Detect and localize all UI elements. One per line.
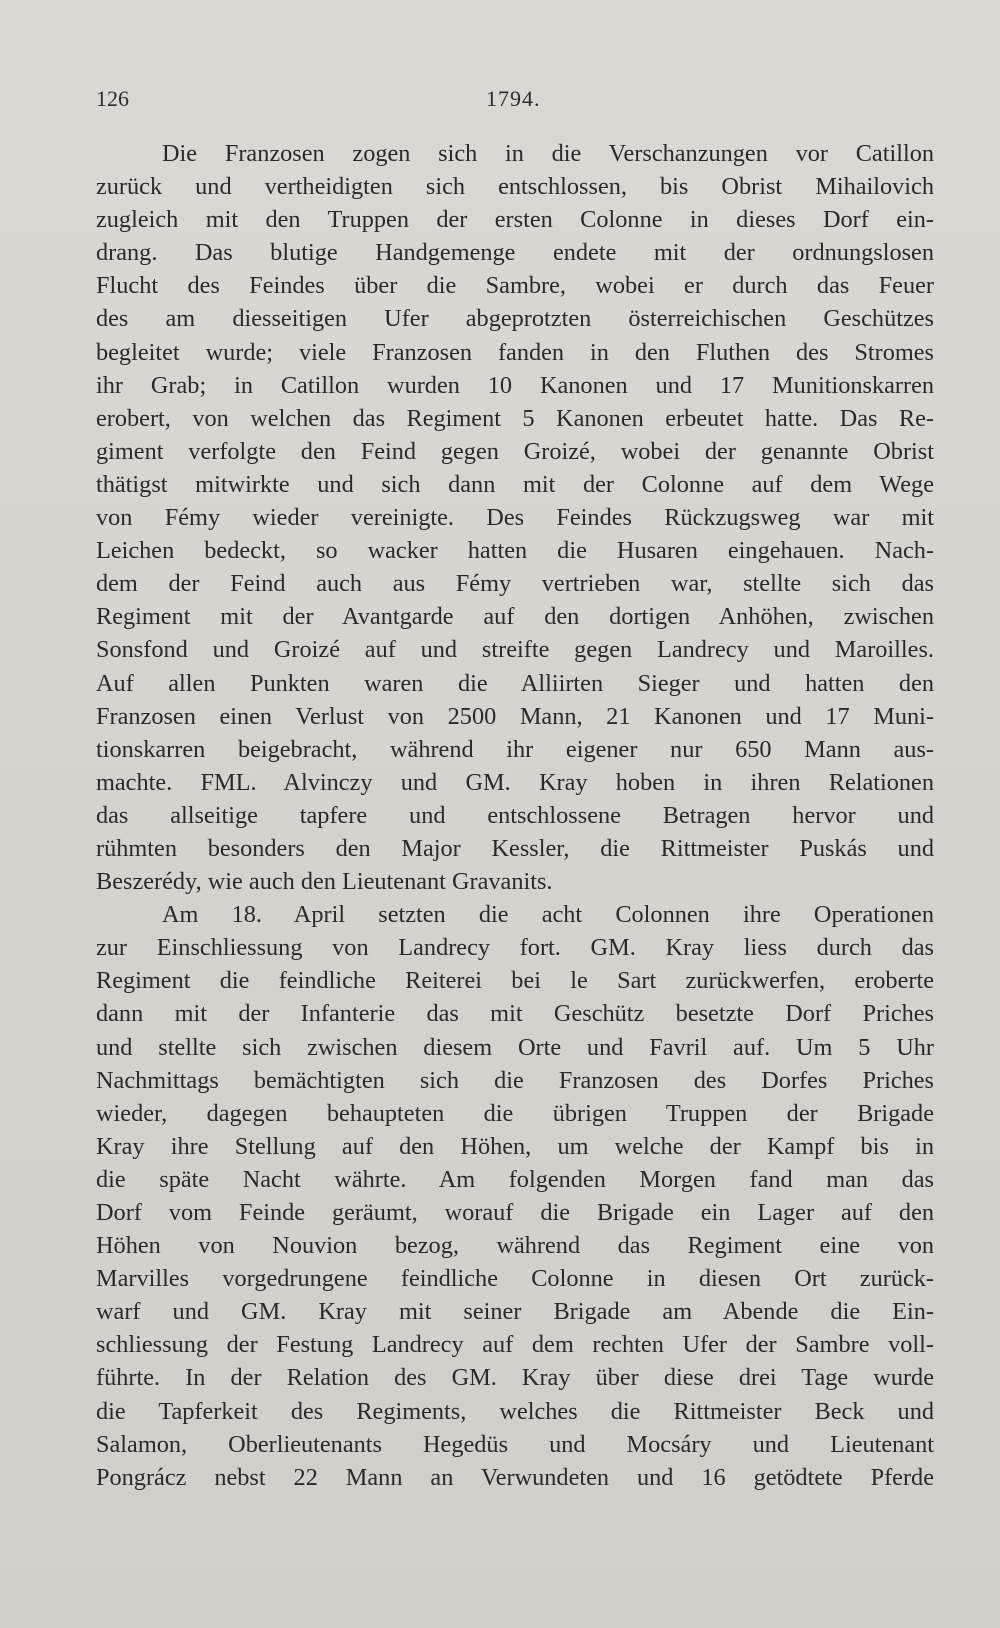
text-line: Beszerédy, wie auch den Lieutenant Gravanits. — [96, 868, 553, 896]
text-line: zur Einschliessung von Landrecy fort. GM. Kray liess durch das — [96, 934, 934, 962]
text-line: die späte Nacht währte. Am folgenden Morgen fand man das — [96, 1165, 934, 1193]
text-line: Nachmittags bemächtigten sich die Franzosen des Dorfes Priches — [96, 1066, 934, 1094]
text-line: Dorf vom Feinde geräumt, worauf die Brigade ein Lager auf den — [96, 1199, 934, 1226]
text-line: machte. FML. Alvinczy und GM. Kray hoben in ihren Relationen — [96, 768, 934, 796]
text-line: ihr Grab; in Catillon wurden 10 Kanonen und 17 Munitionskarren — [96, 371, 934, 399]
text-line: und stellte sich zwischen diesem Orte und Favril auf. Um 5 Uhr — [96, 1033, 934, 1061]
text-line: wieder, dagegen behaupteten die übrigen Truppen der Brigade — [96, 1099, 934, 1127]
text-line: das allseitige tapfere und entschlossene Betragen hervor und — [96, 801, 934, 829]
text-line: Pongrácz nebst 22 Mann an Verwundeten und 16 getödtete Pferde — [96, 1463, 934, 1491]
text-line: Die Franzosen zogen sich in die Verschanzungen vor Catillon — [162, 140, 934, 167]
text-line: Kray ihre Stellung auf den Höhen, um welche der Kampf bis in — [96, 1132, 934, 1160]
text-line: die Tapferkeit des Regiments, welches die Rittmeister Beck und — [96, 1397, 934, 1425]
text-line: thätigst mitwirkte und sich dann mit der Colonne auf dem Wege — [96, 470, 934, 498]
text-line: schliessung der Festung Landrecy auf dem rechten Ufer der Sambre voll- — [96, 1331, 934, 1359]
text-line: Sonsfond und Groizé auf und streifte gegen Landrecy und Maroilles. — [96, 636, 934, 664]
text-line: dem der Feind auch aus Fémy vertrieben war, stellte sich das — [96, 570, 934, 598]
text-line: rühmten besonders den Major Kessler, die Rittmeister Puskás und — [96, 834, 934, 862]
text-line: Leichen bedeckt, so wacker hatten die Husaren eingehauen. Nach- — [96, 537, 934, 565]
text-line: Regiment mit der Avantgarde auf den dortigen Anhöhen, zwischen — [96, 603, 934, 631]
text-line: erobert, von welchen das Regiment 5 Kanonen erbeutet hatte. Das Re- — [96, 404, 934, 432]
text-line: Flucht des Feindes über die Sambre, wobei er durch das Feuer — [96, 272, 934, 300]
text-line: tionskarren beigebracht, während ihr eigener nur 650 Mann aus- — [96, 735, 934, 763]
running-head-year: 1794. — [486, 86, 541, 111]
text-line: warf und GM. Kray mit seiner Brigade am Abende die Ein- — [96, 1298, 934, 1326]
text-line: Marvilles vorgedrungene feindliche Colonne in diesen Ort zurück- — [96, 1265, 934, 1293]
text-line: Auf allen Punkten waren die Alliirten Sieger und hatten den — [96, 669, 934, 697]
text-line: Salamon, Oberlieutenants Hegedüs und Mocsáry und Lieutenant — [96, 1430, 934, 1458]
text-line: drang. Das blutige Handgemenge endete mit der ordnungslosen — [96, 239, 934, 267]
page-header — [96, 86, 936, 120]
text-line: zugleich mit den Truppen der ersten Colonne in dieses Dorf ein- — [96, 206, 934, 234]
text-line: dann mit der Infanterie das mit Geschütz besetzte Dorf Priches — [96, 1000, 934, 1028]
body-text — [96, 137, 934, 1494]
text-line: begleitet wurde; viele Franzosen fanden in den Fluthen des Stromes — [96, 338, 934, 366]
text-line: Am 18. April setzten die acht Colonnen ihre Operationen — [162, 901, 934, 929]
text-line: zurück und vertheidigten sich entschlossen, bis Obrist Mihailovich — [96, 173, 934, 201]
page-number: 126 — [96, 86, 129, 111]
text-line: von Fémy wieder vereinigte. Des Feindes Rückzugsweg war mit — [96, 504, 934, 532]
text-line: Höhen von Nouvion bezog, während das Regiment eine von — [96, 1232, 934, 1260]
text-line: giment verfolgte den Feind gegen Groizé, wobei der genannte Obrist — [96, 437, 934, 465]
text-line: Regiment die feindliche Reiterei bei le Sart zurückwerfen, eroberte — [96, 967, 934, 995]
text-line: des am diesseitigen Ufer abgeprotzten österreichischen Geschützes — [96, 305, 934, 333]
text-line: führte. In der Relation des GM. Kray über diese drei Tage wurde — [96, 1364, 934, 1392]
text-line: Franzosen einen Verlust von 2500 Mann, 21 Kanonen und 17 Muni- — [96, 702, 934, 730]
